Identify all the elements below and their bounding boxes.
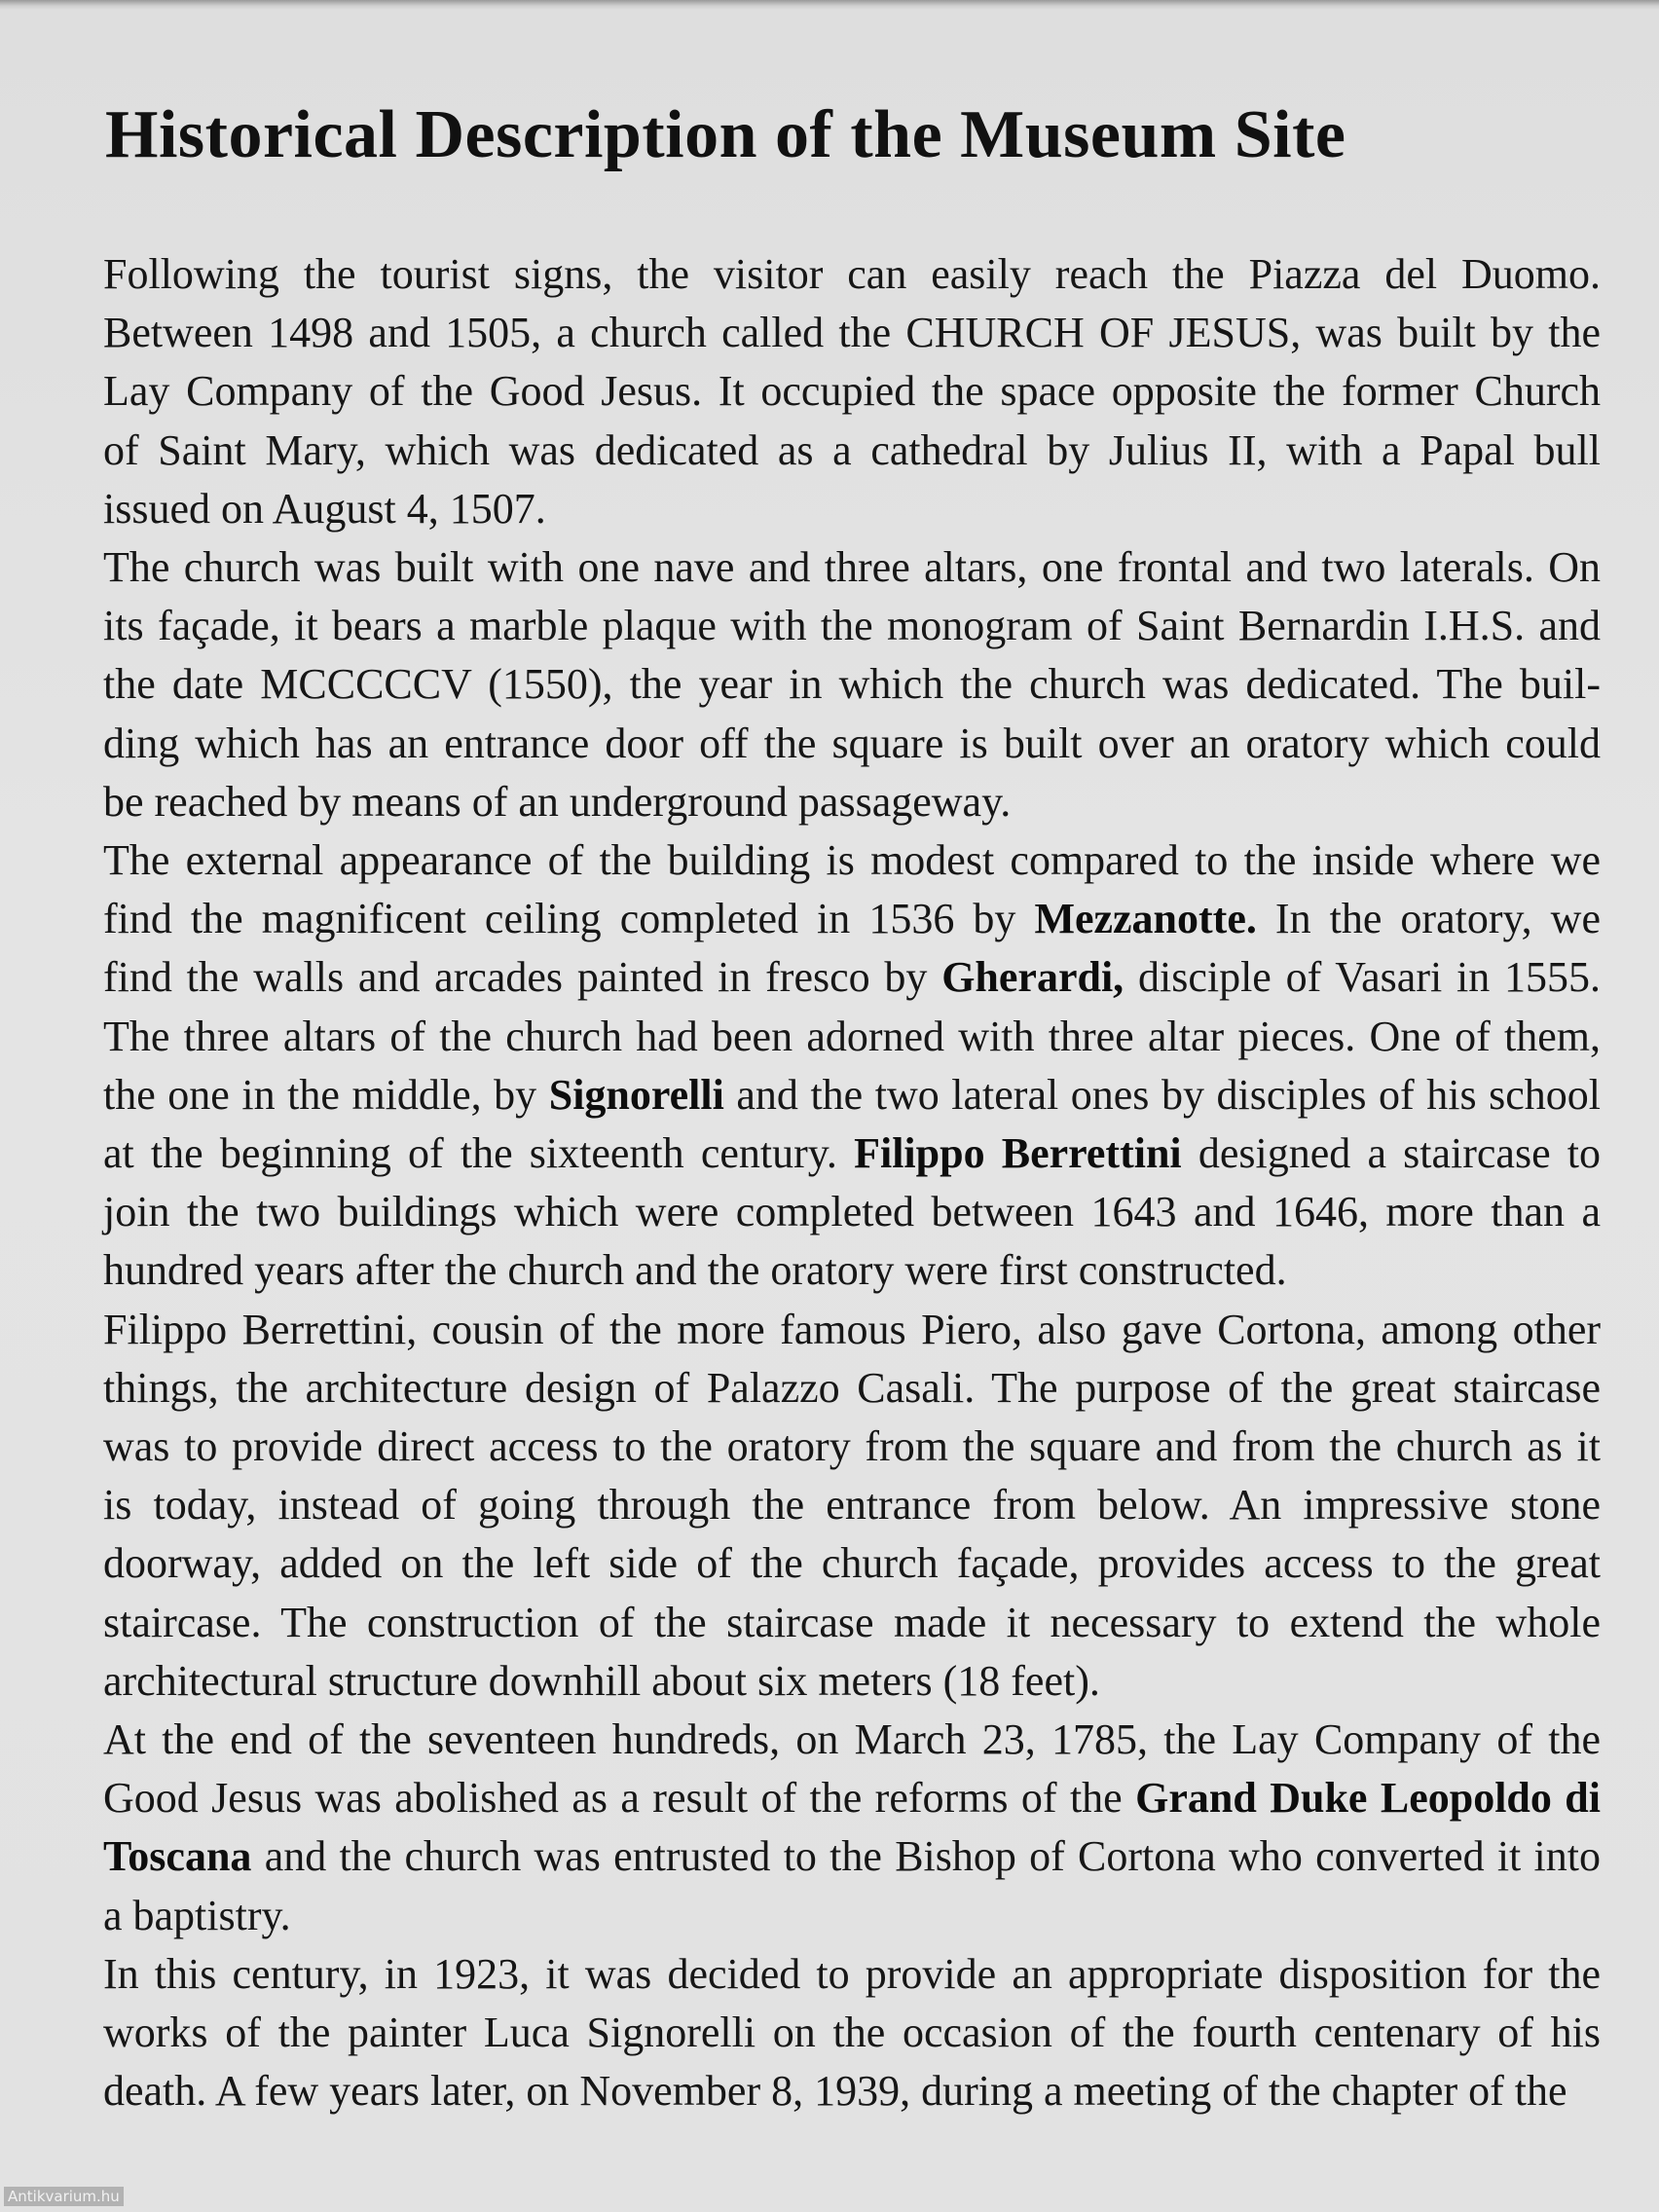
page-title: Historical Description of the Museum Site — [105, 97, 1346, 172]
text-line — [103, 1827, 1601, 1886]
text-run: issued on August 4, 1507. — [103, 484, 546, 533]
text-line — [103, 715, 1601, 773]
bold-name: Grand Duke Leopoldo di — [1135, 1774, 1601, 1823]
text-line — [103, 1534, 1601, 1593]
text-line — [103, 245, 1601, 304]
text-run: a baptistry. — [103, 1891, 291, 1939]
paragraph — [103, 1301, 1601, 1711]
text-run: architectural structure downhill about six meters (18 feet). — [103, 1656, 1100, 1705]
text-line — [103, 773, 1601, 831]
text-run: its façade, it bears a marble plaque with the monogram of Saint Bernardin I.H.S. and — [103, 602, 1601, 650]
text-line — [103, 1652, 1601, 1711]
bold-name: Mezzanotte. — [1034, 895, 1257, 943]
text-line — [103, 1124, 1601, 1183]
text-run: of Saint Mary, which was dedicated as a cathedral by Julius II, with a Papal bull — [103, 425, 1601, 474]
text-line — [103, 422, 1601, 480]
text-run: Between 1498 and 1505, a church called the CHURCH OF JESUS, was built by the — [103, 309, 1601, 357]
text-run: at the beginning of the sixteenth century. — [103, 1129, 855, 1178]
text-run: and the church was entrusted to the Bishop of Cortona who converted it into — [251, 1832, 1601, 1881]
text-line — [103, 362, 1601, 421]
text-run: At the end of the seventeen hundreds, on March 23, 1785, the Lay Company of the — [103, 1715, 1601, 1764]
text-line — [103, 890, 1601, 948]
text-line — [103, 1887, 1601, 1945]
top-edge-shadow — [0, 0, 1659, 10]
text-line — [103, 1418, 1601, 1476]
text-line — [103, 1008, 1601, 1066]
text-line — [103, 655, 1601, 714]
watermark-text: Antikvarium.hu — [4, 2187, 124, 2206]
text-run: works of the painter Luca Signorelli on the occasion of the fourth centenary of his — [103, 2009, 1601, 2057]
text-run: and the two lateral ones by disciples of his school — [723, 1070, 1601, 1119]
text-run: The church was built with one nave and three altars, one frontal and two laterals. On — [103, 543, 1601, 592]
paragraph — [103, 1945, 1601, 2121]
text-run: The three altars of the church had been adorned with three altar pieces. One of them, — [103, 1012, 1601, 1060]
text-line — [103, 948, 1601, 1007]
text-line — [103, 1301, 1601, 1359]
text-run: the one in the middle, by — [103, 1070, 549, 1119]
text-run: things, the architecture design of Palazzo Casali. The purpose of the great staircase — [103, 1363, 1601, 1412]
text-line — [103, 538, 1601, 597]
text-line — [103, 597, 1601, 655]
bold-name: Signorelli — [548, 1070, 724, 1119]
bold-name: Toscana — [103, 1832, 252, 1881]
text-run: was to provide direct access to the oratory from the square and from the church as it — [103, 1422, 1601, 1471]
text-run: Good Jesus was abolished as a result of the reforms of the — [103, 1774, 1136, 1823]
text-run: hundred years after the church and the oratory were first constructed. — [103, 1246, 1287, 1295]
text-run: staircase. The construction of the staircase made it necessary to extend the whole — [103, 1598, 1601, 1646]
text-run: ding which has an entrance door off the square is built over an oratory which could — [103, 719, 1601, 767]
text-line — [103, 2062, 1601, 2120]
text-run: disciple of Vasari in 1555. — [1124, 953, 1601, 1002]
text-run: is today, instead of going through the entrance from below. An impressive stone — [103, 1481, 1601, 1530]
text-line — [103, 304, 1601, 362]
bold-name: Filippo Berrettini — [854, 1129, 1182, 1178]
paragraph — [103, 831, 1601, 1301]
text-line — [103, 1066, 1601, 1124]
text-run: In this century, in 1923, it was decided to provide an appropriate disposition for the — [103, 1949, 1601, 1998]
text-line — [103, 1241, 1601, 1300]
text-line — [103, 1945, 1601, 2004]
text-line — [103, 480, 1601, 538]
text-line — [103, 831, 1601, 890]
text-run: designed a staircase to — [1181, 1129, 1602, 1178]
text-run: The external appearance of the building is modest compared to the inside where we — [103, 836, 1601, 885]
paragraph — [103, 538, 1601, 831]
body-text — [103, 245, 1601, 2121]
paragraph — [103, 1711, 1601, 1945]
text-run: Following the tourist signs, the visitor can easily reach the Piazza del Duomo. — [103, 250, 1601, 298]
text-run: join the two buildings which were completed between 1643 and 1646, more than a — [103, 1188, 1601, 1236]
text-run: doorway, added on the left side of the church façade, provides access to the great — [103, 1539, 1601, 1588]
text-run: death. A few years later, on November 8, 1939, during a meeting of the chapter of the — [103, 2067, 1567, 2116]
text-run: be reached by means of an underground passageway. — [103, 777, 1012, 826]
text-run: In the oratory, we — [1256, 895, 1601, 943]
text-line — [103, 1711, 1601, 1769]
bold-name: Gherardi, — [941, 953, 1124, 1002]
text-run: find the walls and arcades painted in fresco by — [103, 953, 942, 1002]
text-line — [103, 1359, 1601, 1418]
text-line — [103, 1769, 1601, 1827]
text-run: Lay Company of the Good Jesus. It occupied the space opposite the former Church — [103, 367, 1601, 416]
text-line — [103, 1183, 1601, 1241]
paragraph — [103, 245, 1601, 538]
text-line — [103, 2004, 1601, 2062]
text-line — [103, 1594, 1601, 1652]
text-run: Filippo Berrettini, cousin of the more famous Piero, also gave Cortona, among other — [103, 1305, 1601, 1353]
text-line — [103, 1476, 1601, 1534]
text-run: find the magnificent ceiling completed in 1536 by — [103, 895, 1035, 943]
text-run: the date MCCCCCV (1550), the year in which the church was dedicated. The buil- — [103, 660, 1601, 709]
